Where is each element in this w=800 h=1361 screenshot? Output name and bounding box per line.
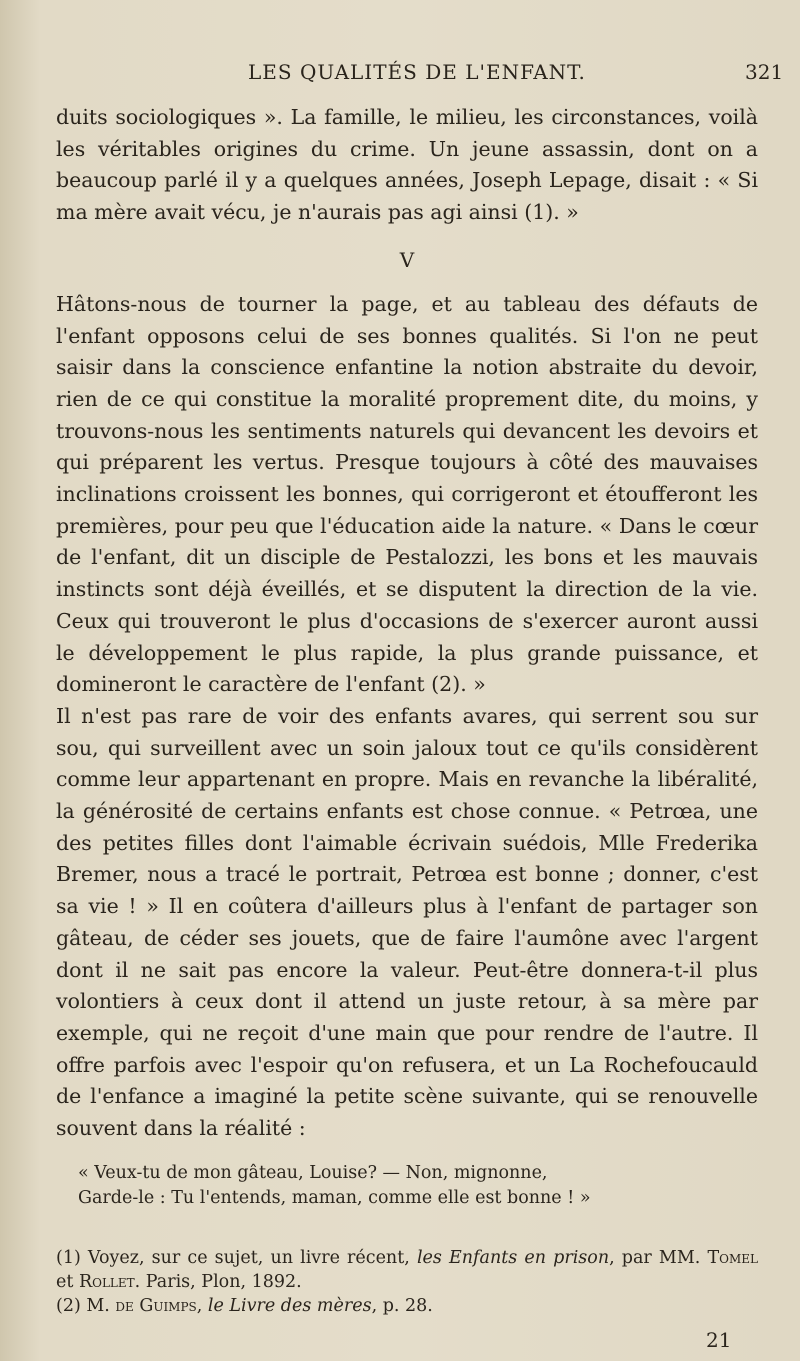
footnote-2-author: de Guimps — [115, 1296, 197, 1316]
footnote-1-suffix: . Paris, Plon, 1892. — [134, 1272, 302, 1292]
quote-line-2: Garde-le : Tu l'entends, maman, comme elle est bonne ! » — [78, 1187, 591, 1208]
footnotes — [56, 1246, 758, 1318]
footnote-2-title: le Livre des mères — [207, 1296, 372, 1316]
quote-line-1: « Veux-tu de mon gâteau, Louise? — Non, mignonne, — [78, 1162, 548, 1183]
footnote-1-author-2: Rollet — [78, 1272, 135, 1292]
signature-mark: 21 — [706, 1328, 732, 1352]
footnote-1-author-1: Tomel — [707, 1248, 758, 1268]
paragraph-2: Hâtons-nous de tourner la page, et au tableau des défauts de l'enfant opposons celui de ses bonnes qualités. Si l'on ne peut saisir dans la conscience enfantine la notion abstraite du devoir, rien de ce qui constitue la moralité proprement dite, du moins, y trouvons-nous les sentiments naturels qui devancent les devoirs et qui préparent les vertus. Presque toujours à côté des mauvaises inclinations croissent les bonnes, qui corrigeront et étoufferont les premières, pour peu que l'éducation aide la nature. « Dans le cœur de l'enfant, dit un disciple de Pestalozzi, les bons et les mauvais instincts sont déjà éveillés, et se disputent la direction de la vie. Ceux qui trouveront le plus d'occasions de s'exercer auront aussi le développement le plus rapide, la plus grande puissance, et domineront le caractère de l'enfant (2). » — [56, 291, 758, 697]
verse-quote — [78, 1161, 758, 1211]
paragraph-1: duits sociologiques ». La famille, le milieu, les circonstances, voilà les véritables origines du crime. Un jeune assassin, dont on a beaucoup parlé il y a quelques années, Joseph Lepage, disait : « Si ma mère avait vécu, je n'aurais pas agi ainsi (1). » — [56, 105, 758, 225]
footnote-1 — [56, 1246, 758, 1294]
running-title: LES QUALITÉS DE L'ENFANT. — [248, 60, 586, 84]
page-number: 321 — [745, 60, 784, 84]
footnote-2-comma: , — [196, 1296, 208, 1316]
paragraph-3: Il n'est pas rare de voir des enfants avares, qui serrent sou sur sou, qui surveillent avec un soin jaloux tout ce qu'ils considèrent comme leur appartenant en propre. Mais en revanche la libéralité, la générosité de certains enfants est chose connue. « Petrœa, une des petites filles dont l'aimable écrivain suédois, Mlle Frederika Bremer, nous a tracé le portrait, Petrœa est bonne ; donner, c'est sa vie ! » Il en coûtera d'ailleurs plus à l'enfant de partager son gâteau, de céder ses jouets, que de faire l'aumône avec l'argent dont il ne sait pas encore la valeur. Peut-être donnera-t-il plus volontiers à ceux dont il attend un juste retour, à sa mère par exemple, qui ne reçoit d'une main que pour rendre de l'autre. Il offre parfois avec l'espoir qu'on refusera, et un La Rochefoucauld de l'enfance a imaginé la petite scène suivante, qui se renouvelle souvent dans la réalité : — [56, 703, 758, 1141]
footnote-2-text: (2) M. — [56, 1296, 116, 1316]
footnote-1-title: les Enfants en prison — [416, 1248, 610, 1268]
footnote-2 — [56, 1294, 758, 1318]
section-heading: V — [399, 247, 415, 272]
body-text — [56, 102, 758, 1211]
footnote-1-text-2: , par MM. — [609, 1248, 708, 1268]
footnote-1-text: (1) Voyez, sur ce sujet, un livre récent, — [56, 1248, 417, 1268]
page-header — [0, 60, 800, 90]
footnote-1-and: et — [56, 1272, 79, 1292]
footnote-2-suffix: , p. 28. — [371, 1296, 433, 1316]
